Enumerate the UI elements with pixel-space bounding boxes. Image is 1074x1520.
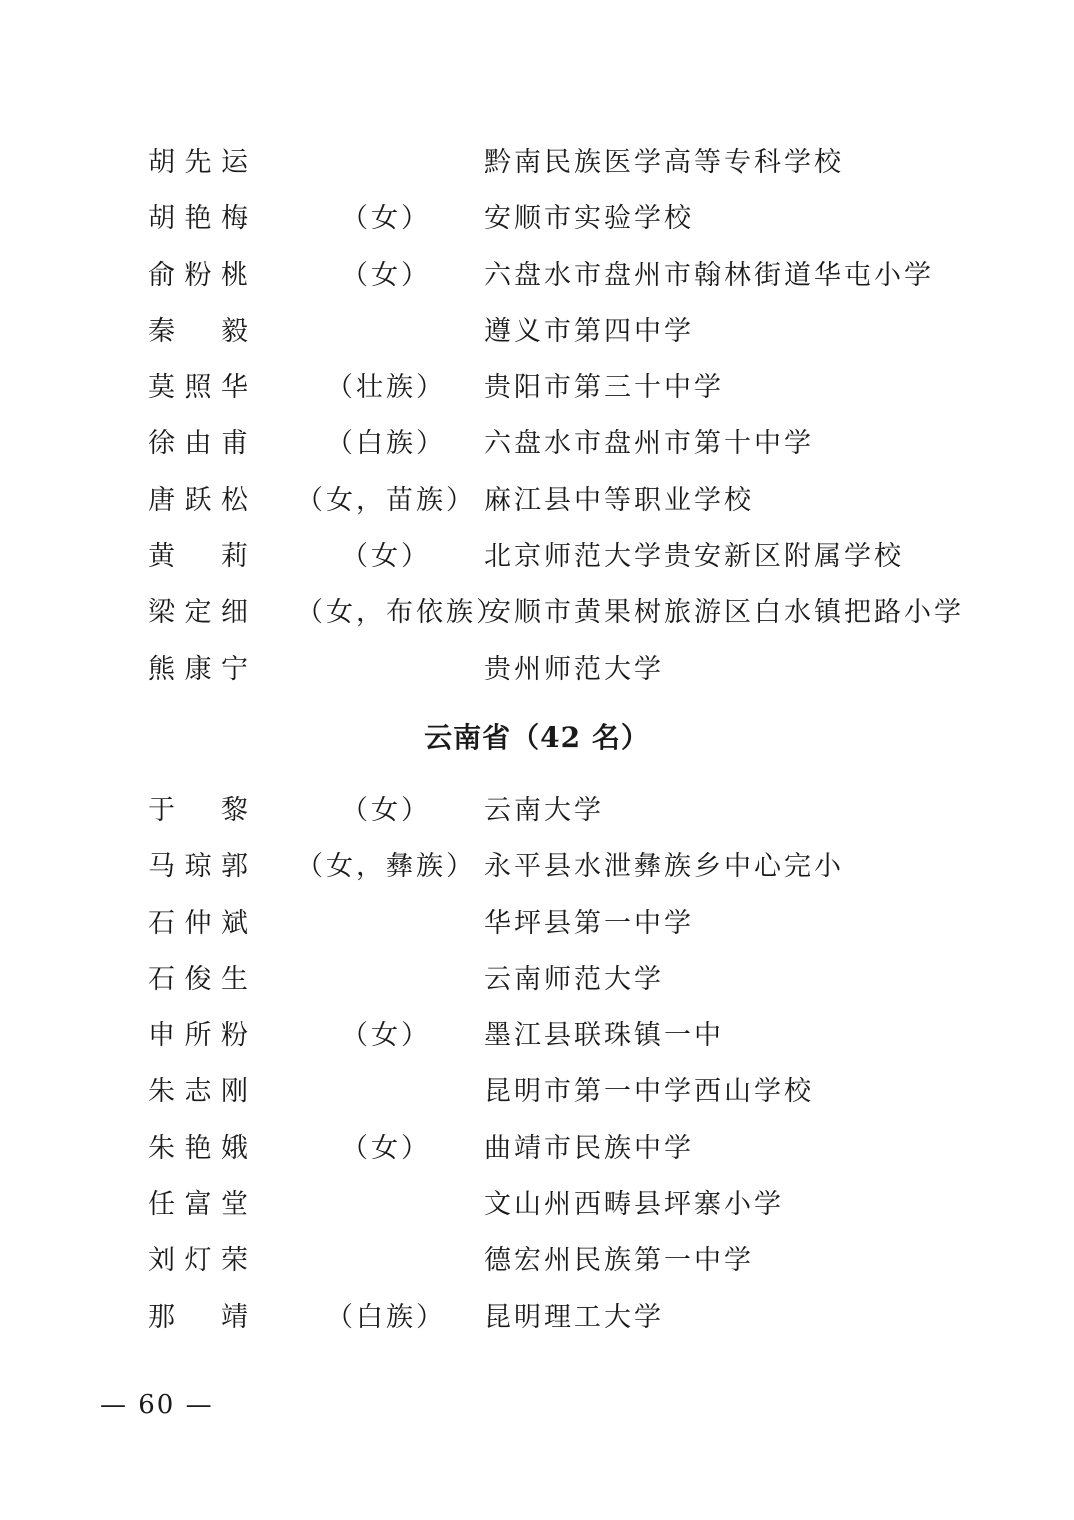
person-name: 秦 毅 (148, 315, 248, 347)
person-organization: 遵义市第四中学 (484, 315, 694, 347)
person-name: 石俊生 (148, 963, 248, 995)
person-organization: 华坪县第一中学 (484, 907, 694, 939)
person-organization: 昆明市第一中学西山学校 (484, 1076, 814, 1108)
person-organization: 文山州西畴县坪寨小学 (484, 1189, 784, 1221)
person-organization: 安顺市实验学校 (484, 203, 694, 235)
list-item (148, 778, 968, 834)
person-organization: 昆明理工大学 (484, 1301, 664, 1333)
person-name: 胡艳梅 (148, 203, 248, 235)
person-name: 任富堂 (148, 1189, 248, 1221)
person-name: 马琼郭 (148, 851, 248, 883)
list-item (148, 299, 968, 355)
person-organization: 贵州师范大学 (484, 653, 664, 685)
list-item (148, 1172, 968, 1228)
person-organization: 安顺市黄果树旅游区白水镇把路小学 (484, 597, 964, 629)
person-organization: 德宏州民族第一中学 (484, 1245, 754, 1277)
list-item (148, 130, 968, 186)
person-note: （壮族） (326, 372, 446, 404)
person-organization: 云南大学 (484, 795, 604, 826)
person-name: 刘灯荣 (148, 1245, 248, 1277)
honoree-list-yunnan (148, 778, 968, 1341)
honoree-list-guizhou (148, 130, 968, 693)
person-name: 莫照华 (148, 372, 248, 404)
person-name: 熊康宁 (148, 653, 248, 685)
list-item (148, 524, 968, 580)
person-note: （女） (341, 1132, 431, 1164)
person-organization: 云南师范大学 (484, 963, 664, 995)
person-name: 胡先运 (148, 147, 248, 178)
person-name: 俞粉桃 (148, 259, 248, 291)
person-note: （女） (341, 1020, 431, 1052)
person-organization: 墨江县联珠镇一中 (484, 1020, 724, 1052)
person-note: （女） (341, 795, 431, 826)
person-note: （白族） (326, 428, 446, 460)
person-name: 梁定细 (148, 597, 248, 629)
list-item (148, 947, 968, 1003)
list-item (148, 1059, 968, 1115)
person-note: （女，彝族） (296, 851, 476, 883)
list-item (148, 891, 968, 947)
person-organization: 曲靖市民族中学 (484, 1132, 694, 1164)
page-number: — 60 — (100, 1390, 214, 1420)
person-name: 申所粉 (148, 1020, 248, 1052)
person-organization: 贵阳市第三十中学 (484, 372, 724, 404)
person-name: 于 黎 (148, 795, 248, 826)
list-item (148, 834, 968, 890)
person-name: 石仲斌 (148, 907, 248, 939)
person-organization: 麻江县中等职业学校 (484, 484, 754, 516)
section-heading-yunnan: 云南省（42 名） (424, 721, 650, 754)
person-note: （白族） (326, 1301, 446, 1333)
list-item (148, 1003, 968, 1059)
person-name: 朱艳娥 (148, 1132, 248, 1164)
person-name: 黄 莉 (148, 541, 248, 573)
person-note: （女） (341, 259, 431, 291)
list-item (148, 1285, 968, 1341)
list-item (148, 468, 968, 524)
list-item (148, 1116, 968, 1172)
person-name: 唐跃松 (148, 484, 248, 516)
person-name: 那 靖 (148, 1301, 248, 1333)
person-name: 朱志刚 (148, 1076, 248, 1108)
list-item (148, 243, 968, 299)
person-note: （女，布依族） (296, 597, 506, 629)
list-item (148, 355, 968, 411)
person-note: （女） (341, 203, 431, 235)
person-organization: 北京师范大学贵安新区附属学校 (484, 541, 904, 573)
list-item (148, 411, 968, 467)
list-item (148, 1228, 968, 1284)
list-item (148, 580, 968, 636)
list-item (148, 186, 968, 242)
person-organization: 黔南民族医学高等专科学校 (484, 147, 844, 178)
person-organization: 六盘水市盘州市翰林街道华屯小学 (484, 259, 934, 291)
person-name: 徐由甫 (148, 428, 248, 460)
person-organization: 永平县水泄彝族乡中心完小 (484, 851, 844, 883)
list-item (148, 637, 968, 693)
person-note: （女） (341, 541, 431, 573)
person-note: （女，苗族） (296, 484, 476, 516)
person-organization: 六盘水市盘州市第十中学 (484, 428, 814, 460)
